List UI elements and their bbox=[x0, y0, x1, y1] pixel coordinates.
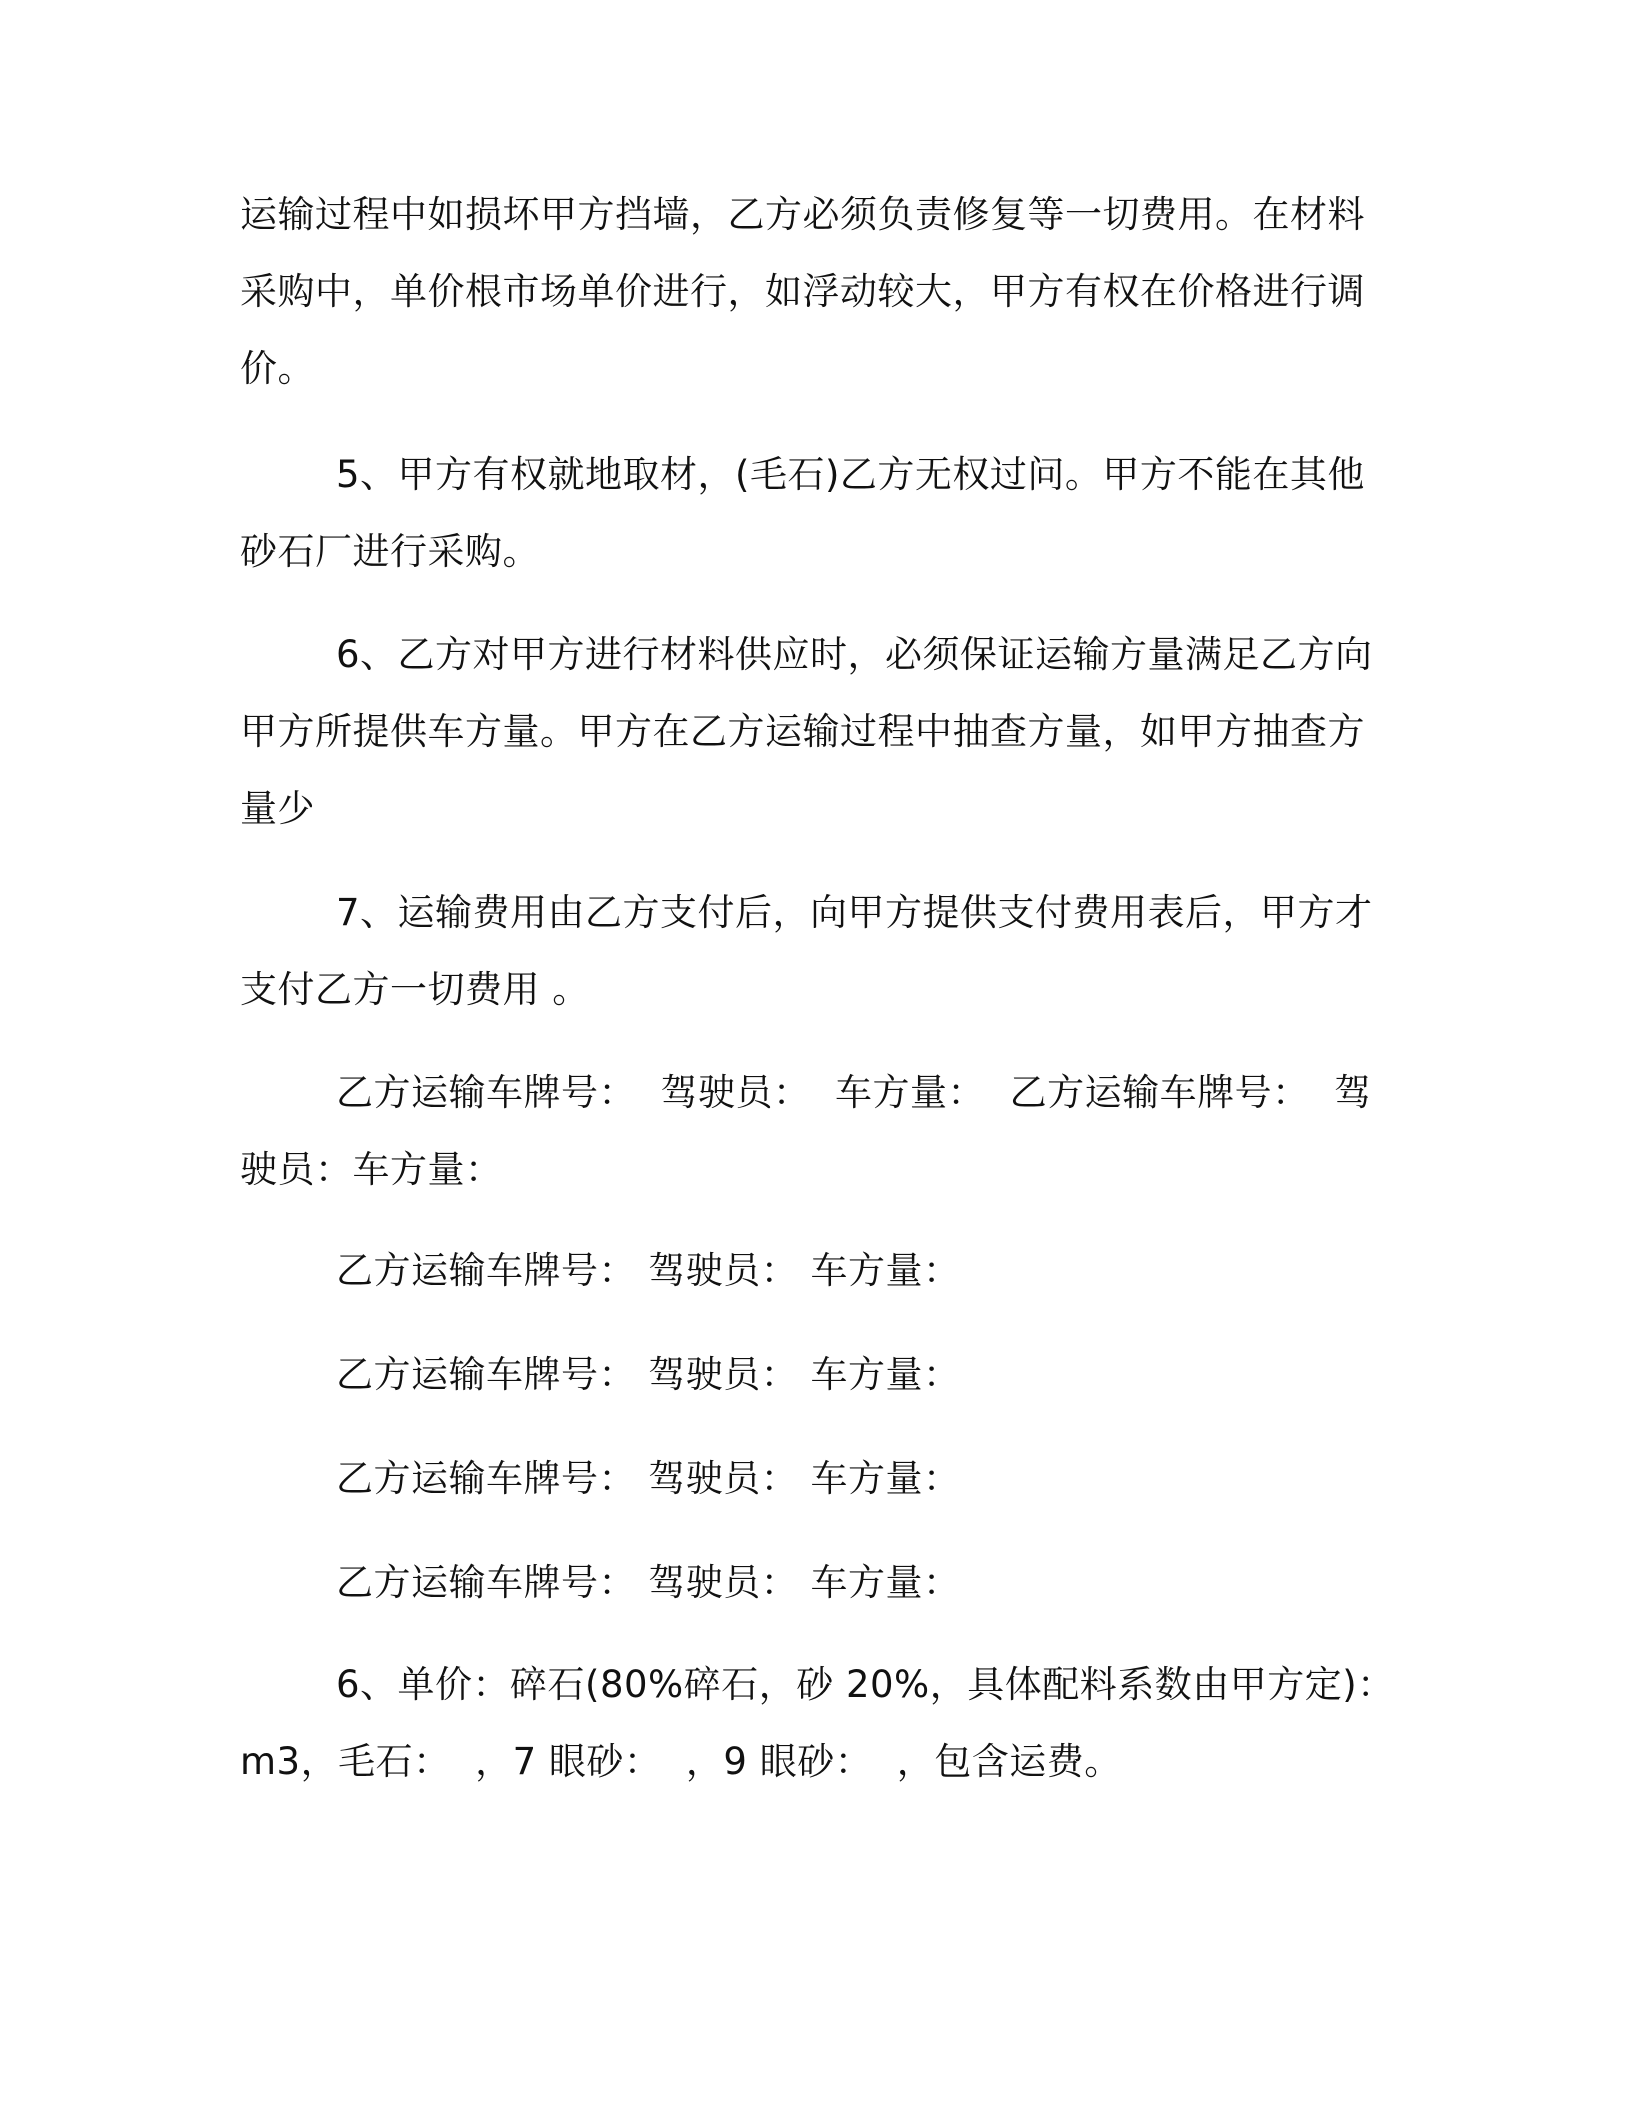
paragraph-item-7: 7、运输费用由乙方支付后，向甲方提供支付费用表后，甲方才支付乙方一切费用 。 bbox=[240, 891, 1373, 1011]
paragraph-unit-price: 6、单价：碎石(80%碎石，砂 20%，具体配料系数由甲方定)：m3，毛石： ，7 眼砂： ，9 眼砂： ，包含运费。 bbox=[240, 1663, 1395, 1783]
vehicle-info-line-4: 乙方运输车牌号： 驾驶员： 车方量： bbox=[336, 1457, 961, 1500]
paragraph-item-6-supply: 6、乙方对甲方进行材料供应时，必须保证运输方量满足乙方向甲方所提供车方量。甲方在乙方运输过程中抽查方量，如甲方抽查方量少 bbox=[240, 633, 1373, 830]
vehicle-info-line-5: 乙方运输车牌号： 驾驶员： 车方量： bbox=[336, 1561, 961, 1604]
paragraph-item-5: 5、甲方有权就地取材，(毛石)乙方无权过问。甲方不能在其他砂石厂进行采购。 bbox=[240, 453, 1365, 573]
vehicle-info-line-2: 乙方运输车牌号： 驾驶员： 车方量： bbox=[336, 1249, 961, 1292]
paragraph-transport-damage: 运输过程中如损坏甲方挡墙，乙方必须负责修复等一切费用。在材料采购中，单价根市场单价进行，如浮动较大，甲方有权在价格进行调价。 bbox=[240, 193, 1365, 390]
vehicle-info-line-1: 乙方运输车牌号： 驾驶员： 车方量： 乙方运输车牌号： 驾驶员：车方量： bbox=[240, 1071, 1372, 1191]
vehicle-info-line-3: 乙方运输车牌号： 驾驶员： 车方量： bbox=[336, 1353, 961, 1396]
